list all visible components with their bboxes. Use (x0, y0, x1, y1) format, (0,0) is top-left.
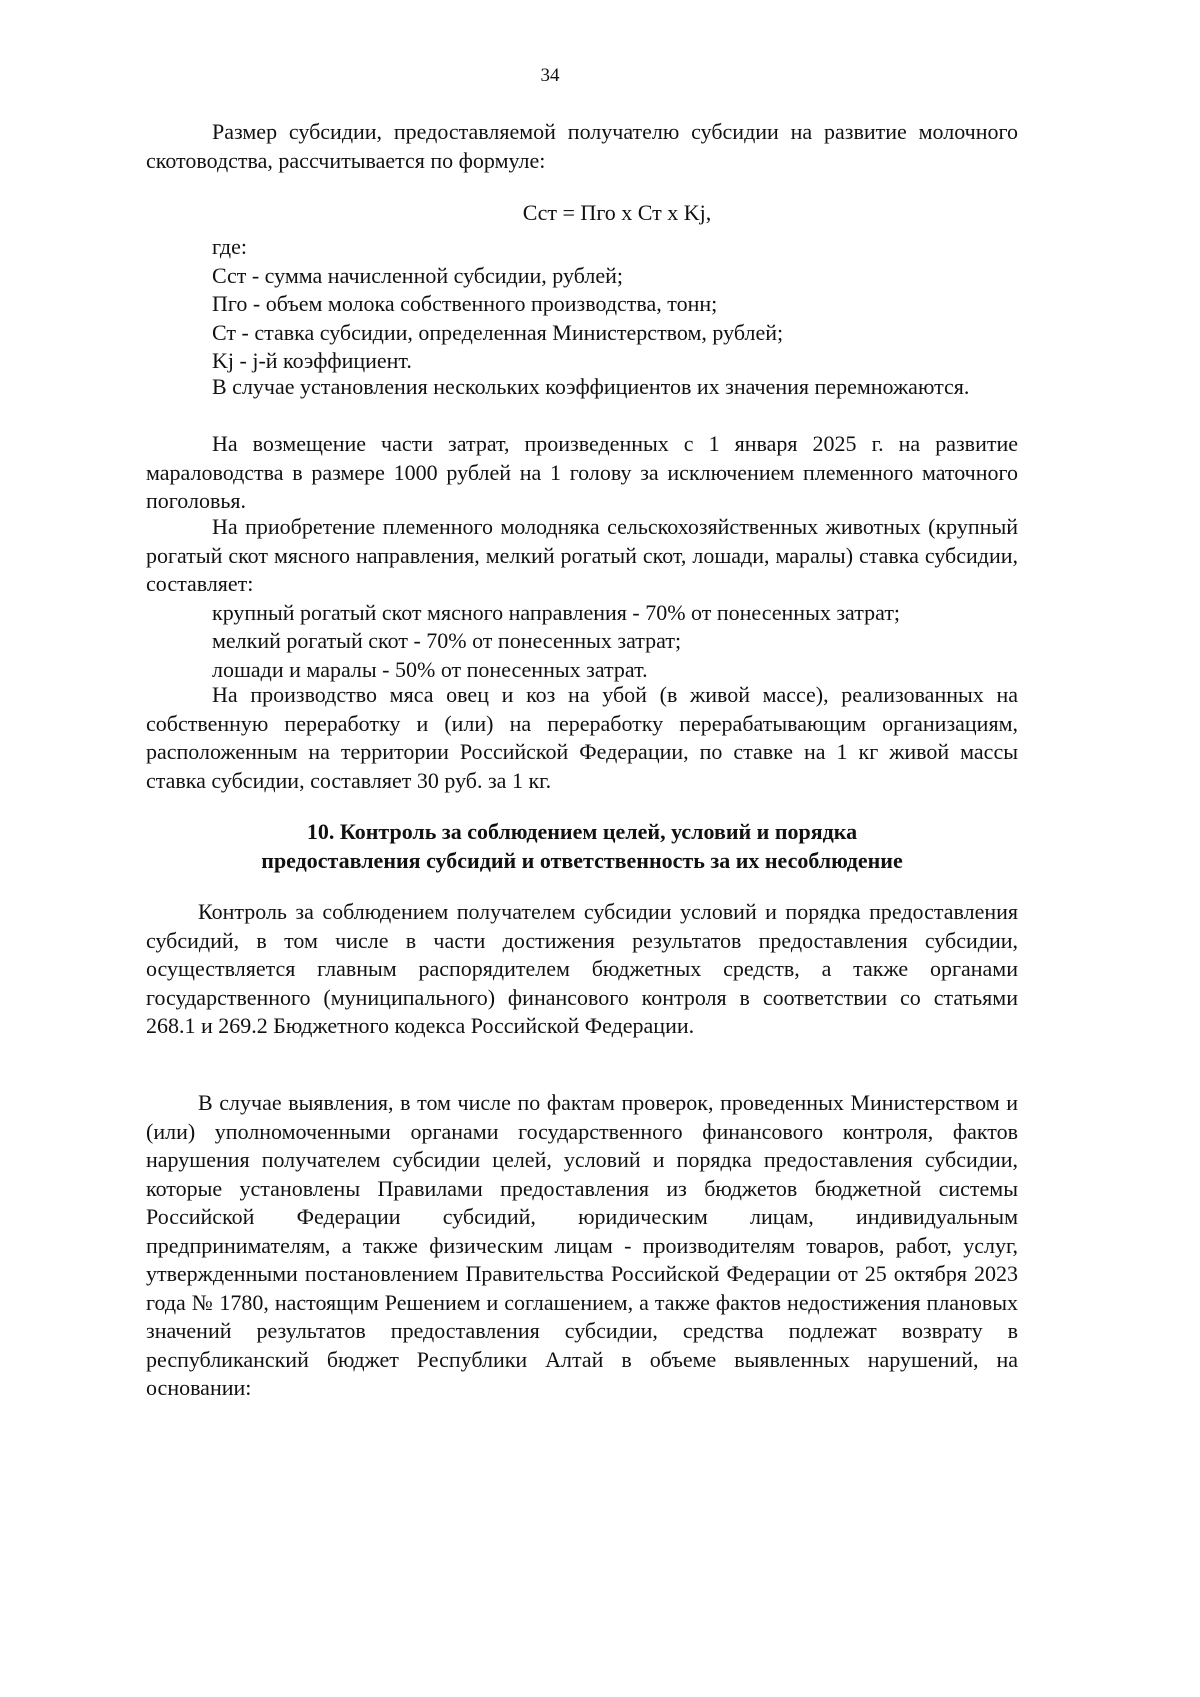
paragraph-sheep-goat-meat (146, 681, 1018, 795)
where-label: где: (212, 234, 247, 259)
paragraph-text: В случае установления нескольких коэффициентов их значения перемножаются. (212, 374, 970, 399)
rate-item-cattle: крупный рогатый скот мясного направления - 70% от понесенных затрат; (212, 599, 901, 625)
definition-st: Ст - ставка субсидии, определенная Министерством, рублей; (212, 319, 784, 345)
section-heading (146, 817, 1018, 875)
section-heading-line-1: 10. Контроль за соблюдением целей, условий и порядка (306, 819, 858, 844)
paragraph-text: Размер субсидии, предоставляемой получателю субсидии на развитие молочного скотоводства, рассчитывается по формуле: (146, 119, 1018, 173)
paragraph-violations (146, 1089, 1018, 1403)
formula: Сст = Пго х Ст х Kj, (522, 200, 712, 225)
definition-sst: Сст - сумма начисленной субсидии, рублей; (212, 262, 623, 288)
paragraph-text: На производство мяса овец и коз на убой (в живой массе), реализованных на собственную переработку и (или) на переработку перерабатывающим организациям, расположенным на территории Российской Федерации, по ставке на 1 кг живой массы ставка субсидии, составляет 30 руб. за 1 кг. (146, 682, 1018, 793)
formula-definitions (146, 233, 1018, 376)
paragraph-breeding-young (146, 513, 1018, 684)
section-heading-line-2: предоставления субсидий и ответственность за их несоблюдение (261, 848, 903, 873)
rate-item-horses-marals: лошади и маралы - 50% от понесенных затрат. (212, 656, 648, 682)
definition-pgo: Пго - объем молока собственного производства, тонн; (212, 291, 718, 316)
paragraph-control (146, 898, 1018, 1041)
paragraph-text: Контроль за соблюдением получателем субсидии условий и порядка предоставления субсидий, в том числе в части достижения результатов предоставления субсидии, осуществляется главным распорядителем бюджетных средств, а также органами государственного (муниципального) финансового контроля в соответствии со статьями 268.1 и 269.2 Бюджетного кодекса Российской Федерации. (146, 899, 1018, 1038)
rate-item-small-cattle: мелкий рогатый скот - 70% от понесенных затрат; (212, 628, 682, 653)
definition-kj: Kj - j-й коэффициент. (212, 348, 412, 373)
paragraph-text: В случае выявления, в том числе по фактам проверок, проведенных Министерством и (или) уполномоченными органами государственного финансового контроля, фактов нарушения получателем субсидии целей, условий и порядка предоставления субсидии, которые установлены Правилами предоставления из бюджетов бюджетной системы Российской Федерации субсидий, юридическим лицам, индивидуальным предпринимателям, а также физическим лицам - производителям товаров, работ, услуг, утвержденными постановлением Правительства Российской Федерации от 25 октября 2023 года № 1780, настоящим Решением и соглашением, а также фактов недостижения плановых значений результатов предоставления субсидии, средства подлежат возврату в республиканский бюджет Республики Алтай в объеме выявленных нарушений, на основании: (146, 1090, 1018, 1400)
paragraph-dairy-subsidy (146, 118, 1018, 175)
paragraph-text: На приобретение племенного молодняка сельскохозяйственных животных (крупный рогатый скот мясного направления, мелкий рогатый скот, лошади, маралы) ставка субсидии, составляет: (146, 514, 1018, 596)
page-number: 34 (540, 65, 560, 86)
paragraph-coefficients (146, 373, 1018, 402)
paragraph-maral-breeding (146, 430, 1018, 516)
paragraph-text: На возмещение части затрат, произведенных с 1 января 2025 г. на развитие мараловодства в размере 1000 рублей на 1 голову за исключением племенного маточного поголовья. (146, 431, 1018, 513)
